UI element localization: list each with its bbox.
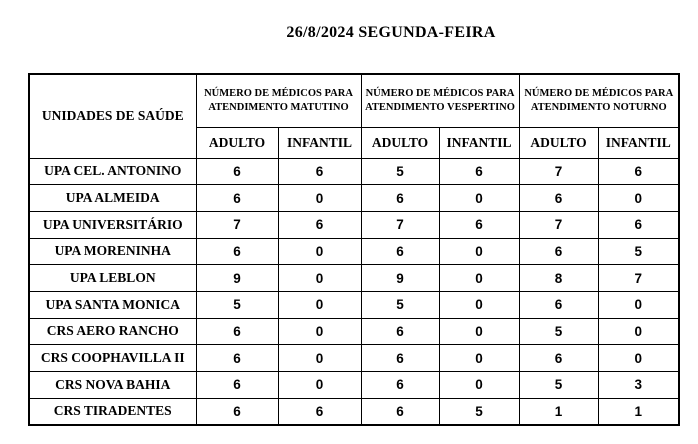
value-cell: 6 <box>196 238 278 265</box>
column-header-matutino: NÚMERO DE MÉDICOS PARA ATENDIMENTO MATUTINO <box>196 74 361 127</box>
value-cell: 0 <box>278 238 361 265</box>
table-row <box>29 238 679 265</box>
value-cell: 0 <box>278 318 361 345</box>
value-cell: 6 <box>361 238 439 265</box>
unit-name: UPA CEL. ANTONINO <box>29 158 196 185</box>
unit-name: UPA LEBLON <box>29 265 196 292</box>
physician-schedule-table <box>28 73 680 426</box>
value-cell: 5 <box>439 398 519 425</box>
value-cell: 6 <box>196 372 278 399</box>
value-cell: 0 <box>439 372 519 399</box>
unit-name: CRS AERO RANCHO <box>29 318 196 345</box>
value-cell: 6 <box>361 345 439 372</box>
value-cell: 6 <box>519 238 598 265</box>
value-cell: 7 <box>196 211 278 238</box>
value-cell: 6 <box>278 158 361 185</box>
value-cell: 5 <box>196 291 278 318</box>
value-cell: 0 <box>439 185 519 212</box>
unit-name: CRS TIRADENTES <box>29 398 196 425</box>
value-cell: 5 <box>519 318 598 345</box>
value-cell: 5 <box>519 372 598 399</box>
value-cell: 6 <box>361 185 439 212</box>
subheader-matutino-infantil: INFANTIL <box>278 127 361 158</box>
value-cell: 7 <box>361 211 439 238</box>
table-row <box>29 318 679 345</box>
value-cell: 6 <box>439 158 519 185</box>
value-cell: 0 <box>598 291 679 318</box>
unit-name: UPA ALMEIDA <box>29 185 196 212</box>
value-cell: 0 <box>439 318 519 345</box>
value-cell: 0 <box>439 238 519 265</box>
column-header-noturno: NÚMERO DE MÉDICOS PARA ATENDIMENTO NOTURNO <box>519 74 679 127</box>
value-cell: 0 <box>439 345 519 372</box>
value-cell: 6 <box>196 185 278 212</box>
value-cell: 9 <box>361 265 439 292</box>
table-row <box>29 158 679 185</box>
value-cell: 0 <box>598 318 679 345</box>
value-cell: 5 <box>598 238 679 265</box>
value-cell: 0 <box>278 291 361 318</box>
value-cell: 0 <box>278 185 361 212</box>
value-cell: 3 <box>598 372 679 399</box>
value-cell: 6 <box>598 158 679 185</box>
value-cell: 0 <box>278 372 361 399</box>
value-cell: 6 <box>361 318 439 345</box>
value-cell: 1 <box>519 398 598 425</box>
value-cell: 0 <box>598 185 679 212</box>
header-group-row <box>29 74 679 127</box>
value-cell: 0 <box>278 345 361 372</box>
table-row <box>29 291 679 318</box>
value-cell: 6 <box>361 398 439 425</box>
unit-name: UPA MORENINHA <box>29 238 196 265</box>
value-cell: 6 <box>278 211 361 238</box>
value-cell: 6 <box>519 291 598 318</box>
subheader-vespertino-infantil: INFANTIL <box>439 127 519 158</box>
value-cell: 5 <box>361 291 439 318</box>
subheader-vespertino-adulto: ADULTO <box>361 127 439 158</box>
table-row <box>29 265 679 292</box>
subheader-noturno-infantil: INFANTIL <box>598 127 679 158</box>
unit-name: CRS NOVA BAHIA <box>29 372 196 399</box>
value-cell: 6 <box>519 185 598 212</box>
table-row <box>29 345 679 372</box>
column-header-units: UNIDADES DE SAÚDE <box>29 74 196 158</box>
table-row <box>29 185 679 212</box>
unit-name: CRS COOPHAVILLA II <box>29 345 196 372</box>
value-cell: 6 <box>196 158 278 185</box>
value-cell: 7 <box>519 211 598 238</box>
value-cell: 6 <box>196 345 278 372</box>
value-cell: 0 <box>439 265 519 292</box>
value-cell: 7 <box>598 265 679 292</box>
value-cell: 1 <box>598 398 679 425</box>
value-cell: 6 <box>439 211 519 238</box>
value-cell: 8 <box>519 265 598 292</box>
table-row <box>29 372 679 399</box>
value-cell: 0 <box>278 265 361 292</box>
value-cell: 6 <box>361 372 439 399</box>
unit-name: UPA SANTA MONICA <box>29 291 196 318</box>
table-row <box>29 211 679 238</box>
value-cell: 6 <box>519 345 598 372</box>
value-cell: 0 <box>598 345 679 372</box>
value-cell: 9 <box>196 265 278 292</box>
column-header-vespertino: NÚMERO DE MÉDICOS PARA ATENDIMENTO VESPERTINO <box>361 74 519 127</box>
value-cell: 0 <box>439 291 519 318</box>
subheader-noturno-adulto: ADULTO <box>519 127 598 158</box>
value-cell: 6 <box>598 211 679 238</box>
value-cell: 7 <box>519 158 598 185</box>
page-title: 26/8/2024 SEGUNDA-FEIRA <box>286 24 496 41</box>
value-cell: 6 <box>196 398 278 425</box>
value-cell: 6 <box>196 318 278 345</box>
subheader-matutino-adulto: ADULTO <box>196 127 278 158</box>
value-cell: 5 <box>361 158 439 185</box>
table-row <box>29 398 679 425</box>
unit-name: UPA UNIVERSITÁRIO <box>29 211 196 238</box>
value-cell: 6 <box>278 398 361 425</box>
